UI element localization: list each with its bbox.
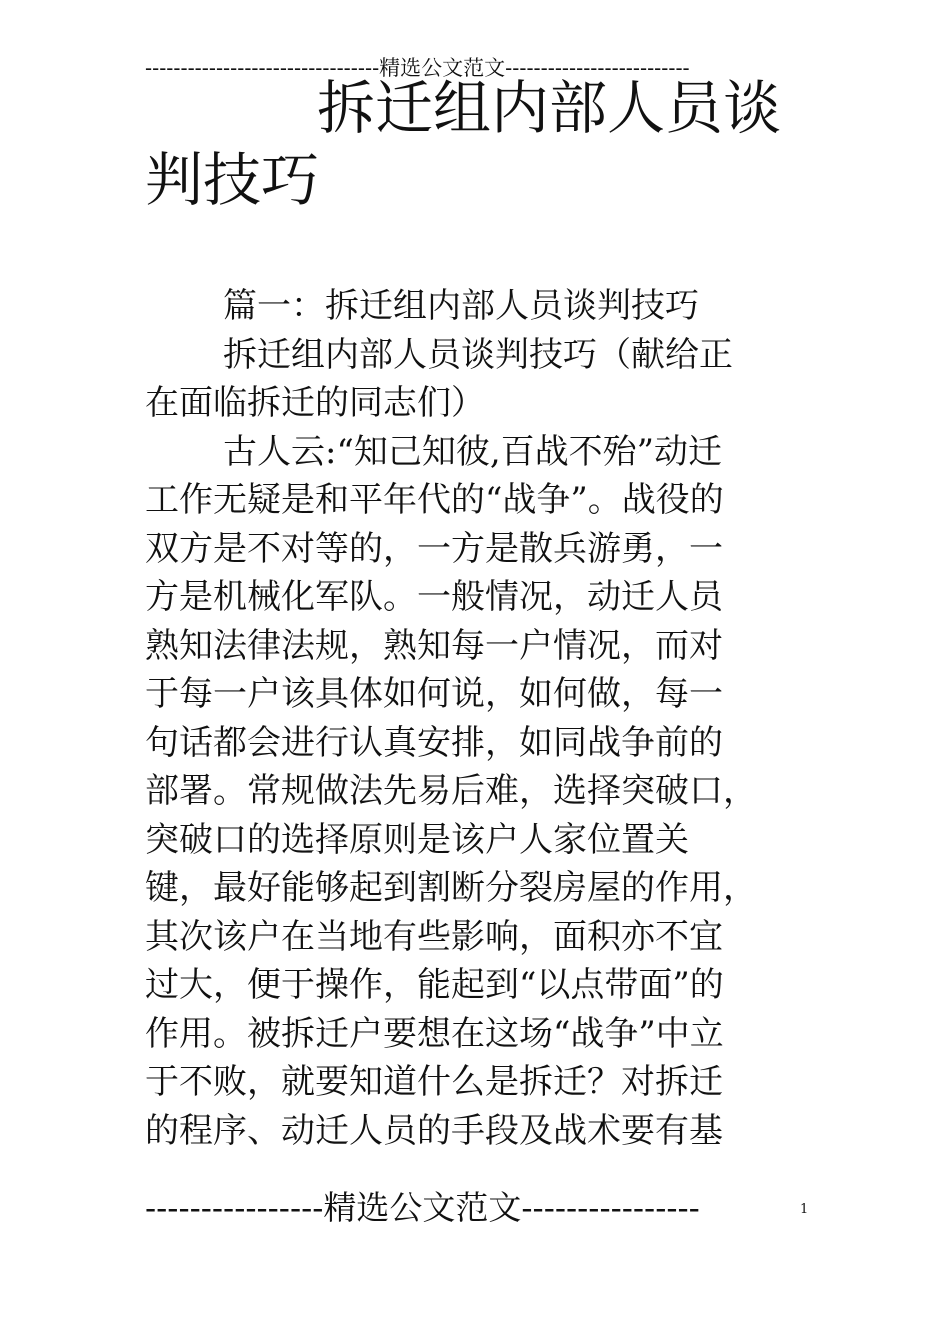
title-line-2: 判技巧	[145, 146, 320, 214]
document-body	[145, 282, 810, 1155]
body-line: 突破口的选择原则是该户人家位置关	[145, 819, 689, 860]
title-line-1: 拆迁组内部人员谈	[317, 74, 782, 142]
body-line: 在面临拆迁的同志们）	[145, 383, 485, 423]
body-line: 方是机械化军队。一般情况，动迁人员	[145, 577, 723, 617]
body-line: 古人云:“知己知彼,百战不殆”动迁	[223, 431, 723, 472]
body-line: 于不败，就要知道什么是拆迁？对拆迁	[145, 1062, 723, 1102]
document-title	[145, 72, 805, 216]
page-footer: ----------------精选公文范文----------------	[145, 1188, 700, 1227]
body-line: 熟知法律法规，熟知每一户情况，而对	[145, 625, 723, 666]
body-line: 其次该户在当地有些影响，面积亦不宜	[145, 916, 723, 957]
body-line: 拆迁组内部人员谈判技巧（献给正	[223, 334, 733, 375]
page-number: 1	[800, 1202, 809, 1217]
body-line: 双方是不对等的，一方是散兵游勇，一	[145, 528, 723, 569]
body-line: 过大，便于操作，能起到“以点带面”的	[145, 965, 724, 1005]
body-line: 工作无疑是和平年代的“战争”。战役的	[145, 480, 724, 520]
body-line: 部署。常规做法先易后难，选择突破口，	[145, 771, 757, 811]
body-line: 句话都会进行认真安排，如同战争前的	[145, 722, 723, 763]
body-line: 的程序、动迁人员的手段及战术要有基	[145, 1110, 723, 1151]
section-heading: 篇一：拆迁组内部人员谈判技巧	[223, 286, 699, 326]
body-line: 作用。被拆迁户要想在这场“战争”中立	[145, 1013, 724, 1054]
page-header: ---------------------------------精选公文范文--------------------------	[145, 56, 690, 80]
body-line: 键，最好能够起到割断分裂房屋的作用，	[145, 868, 757, 908]
body-line: 于每一户该具体如何说，如何做，每一	[145, 674, 723, 714]
